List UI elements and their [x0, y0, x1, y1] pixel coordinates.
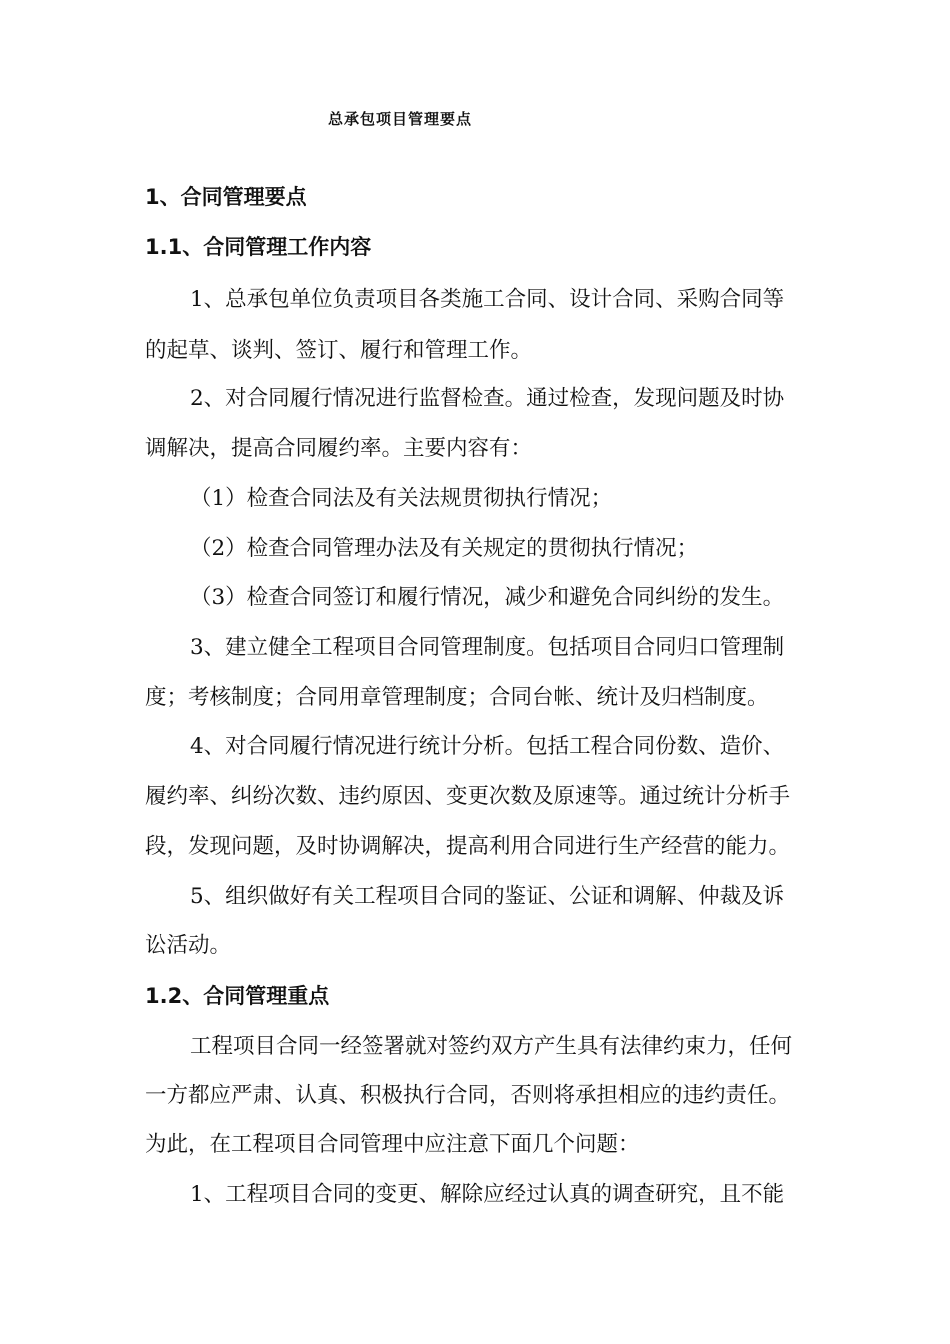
section-heading-1-2: 1.2、合同管理重点: [145, 984, 330, 1008]
paragraph-3-line-1: 3、建立健全工程项目合同管理制度。包括项目合同归口管理制: [190, 635, 785, 660]
list-item-1: （1）检查合同法及有关法规贯彻执行情况；: [190, 486, 613, 511]
paragraph-3-line-2: 度；考核制度；合同用章管理制度；合同台帐、统计及归档制度。: [145, 685, 769, 710]
document-title: 总承包项目管理要点: [327, 110, 472, 128]
paragraph-2-line-1: 2、对合同履行情况进行监督检查。通过检查，发现问题及时协: [190, 386, 785, 411]
paragraph-5-line-1: 5、组织做好有关工程项目合同的鉴证、公证和调解、仲裁及诉: [190, 884, 785, 909]
paragraph-6-line-2: 一方都应严肃、认真、积极执行合同，否则将承担相应的违约责任。: [145, 1083, 791, 1108]
list-item-2: （2）检查合同管理办法及有关规定的贯彻执行情况；: [190, 536, 699, 561]
paragraph-6-line-1: 工程项目合同一经签署就对签约双方产生具有法律约束力，任何: [190, 1034, 793, 1059]
paragraph-7-line-1: 1、工程项目合同的变更、解除应经过认真的调查研究，且不能: [190, 1182, 785, 1207]
paragraph-6-line-3: 为此，在工程项目合同管理中应注意下面几个问题：: [145, 1132, 640, 1157]
paragraph-4-line-1: 4、对合同履行情况进行统计分析。包括工程合同份数、造价、: [190, 734, 785, 759]
paragraph-4-line-3: 段，发现问题，及时协调解决，提高利用合同进行生产经营的能力。: [145, 834, 791, 859]
paragraph-1-line-2: 的起草、谈判、签订、履行和管理工作。: [145, 338, 533, 363]
section-heading-1: 1、合同管理要点: [145, 185, 307, 209]
paragraph-4-line-2: 履约率、纠纷次数、违约原因、变更次数及原速等。通过统计分析手: [145, 784, 791, 809]
paragraph-1-line-1: 1、总承包单位负责项目各类施工合同、设计合同、采购合同等: [190, 287, 785, 312]
section-heading-1-1: 1.1、合同管理工作内容: [145, 235, 372, 259]
paragraph-5-line-2: 讼活动。: [145, 933, 232, 958]
paragraph-2-line-2: 调解决，提高合同履约率。主要内容有：: [145, 436, 533, 461]
list-item-3: （3）检查合同签订和履行情况，减少和避免合同纠纷的发生。: [190, 585, 785, 610]
